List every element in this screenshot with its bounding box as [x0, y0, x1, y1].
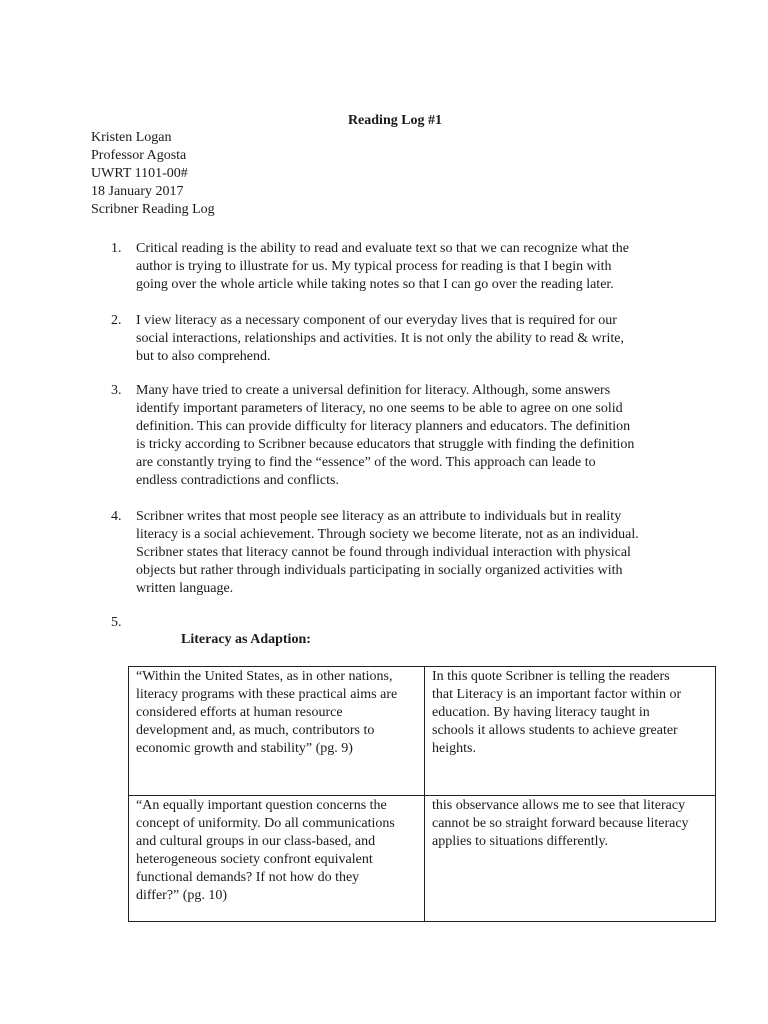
text-line: objects but rather through individuals participating in socially organized activities with: [136, 563, 623, 578]
list-item-number: 2.: [111, 313, 122, 328]
text-line: going over the whole article while taking notes so that I can go over the reading later.: [136, 277, 614, 292]
list-item-text: [136, 382, 671, 490]
text-line: is tricky according to Scribner because educators that struggle with finding the definition: [136, 437, 635, 452]
text-line: this observance allows me to see that literacy: [432, 798, 686, 813]
text-line: functional demands? If not how do they: [136, 870, 360, 885]
text-line: Critical reading is the ability to read and evaluate text so that we can recognize what the: [136, 241, 629, 256]
text-line: I view literacy as a necessary component of our everyday lives that is required for our: [136, 313, 617, 328]
text-line: economic growth and stability” (pg. 9): [136, 741, 353, 756]
text-line: considered efforts at human resource: [136, 705, 343, 720]
text-line: that Literacy is an important factor within or: [432, 687, 682, 702]
list-item-text: [136, 240, 671, 294]
text-line: definition. This can provide difficulty for literacy planners and educators. The definition: [136, 419, 631, 434]
text-line: endless contradictions and conflicts.: [136, 473, 339, 488]
text-line: cannot be so straight forward because literacy: [432, 816, 689, 831]
text-line: “An equally important question concerns the: [136, 798, 387, 813]
text-line: identify important parameters of literacy, no one seems to be able to agree on one solid: [136, 401, 623, 416]
text-line: development and, as much, contributors to: [136, 723, 375, 738]
list-item-number: 4.: [111, 509, 122, 524]
text-line: author is trying to illustrate for us. My typical process for reading is that I begin with: [136, 259, 612, 274]
text-line: heights.: [432, 741, 476, 756]
response-cell: [425, 667, 716, 796]
table-row: [129, 667, 716, 796]
text-line: differ?” (pg. 10): [136, 888, 228, 903]
text-line: written language.: [136, 581, 234, 596]
text-line: concept of uniformity. Do all communications: [136, 816, 395, 831]
text-line: literacy is a social achievement. Through society we become literate, not as an individual.: [136, 527, 639, 542]
professor-name: Professor Agosta: [91, 148, 187, 163]
text-line: Scribner writes that most people see literacy as an attribute to individuals but in reality: [136, 509, 622, 524]
document-subject: Scribner Reading Log: [91, 202, 215, 217]
text-line: but to also comprehend.: [136, 349, 271, 364]
document-title: Reading Log #1: [347, 113, 443, 128]
text-line: education. By having literacy taught in: [432, 705, 650, 720]
list-item-text: [136, 312, 671, 366]
list-item-number: 3.: [111, 383, 122, 398]
table-row: [129, 796, 716, 922]
list-item-number: 1.: [111, 241, 122, 256]
text-line: social interactions, relationships and activities. It is not only the ability to read & write,: [136, 331, 624, 346]
text-line: heterogeneous society confront equivalent: [136, 852, 373, 867]
quote-cell: [129, 667, 425, 796]
list-item-number: 5.: [111, 615, 122, 630]
quotes-table: [128, 666, 716, 922]
text-line: Many have tried to create a universal definition for literacy. Although, some answers: [136, 383, 611, 398]
author-name: Kristen Logan: [91, 130, 172, 145]
text-line: literacy programs with these practical aims are: [136, 687, 398, 702]
document-date: 18 January 2017: [91, 184, 184, 199]
section-subheading: Literacy as Adaption:: [181, 632, 311, 647]
text-line: “Within the United States, as in other nations,: [136, 669, 393, 684]
course-code: UWRT 1101-00#: [91, 166, 188, 181]
quote-cell: [129, 796, 425, 922]
text-line: schools it allows students to achieve greater: [432, 723, 678, 738]
text-line: are constantly trying to find the “essence” of the word. This approach can leade to: [136, 455, 596, 470]
list-item-text: [136, 508, 671, 598]
response-cell: [425, 796, 716, 922]
header-block: [91, 129, 215, 219]
text-line: and cultural groups in our class-based, and: [136, 834, 376, 849]
text-line: applies to situations differently.: [432, 834, 609, 849]
text-line: Scribner states that literacy cannot be found through individual interaction with physical: [136, 545, 631, 560]
text-line: In this quote Scribner is telling the readers: [432, 669, 670, 684]
